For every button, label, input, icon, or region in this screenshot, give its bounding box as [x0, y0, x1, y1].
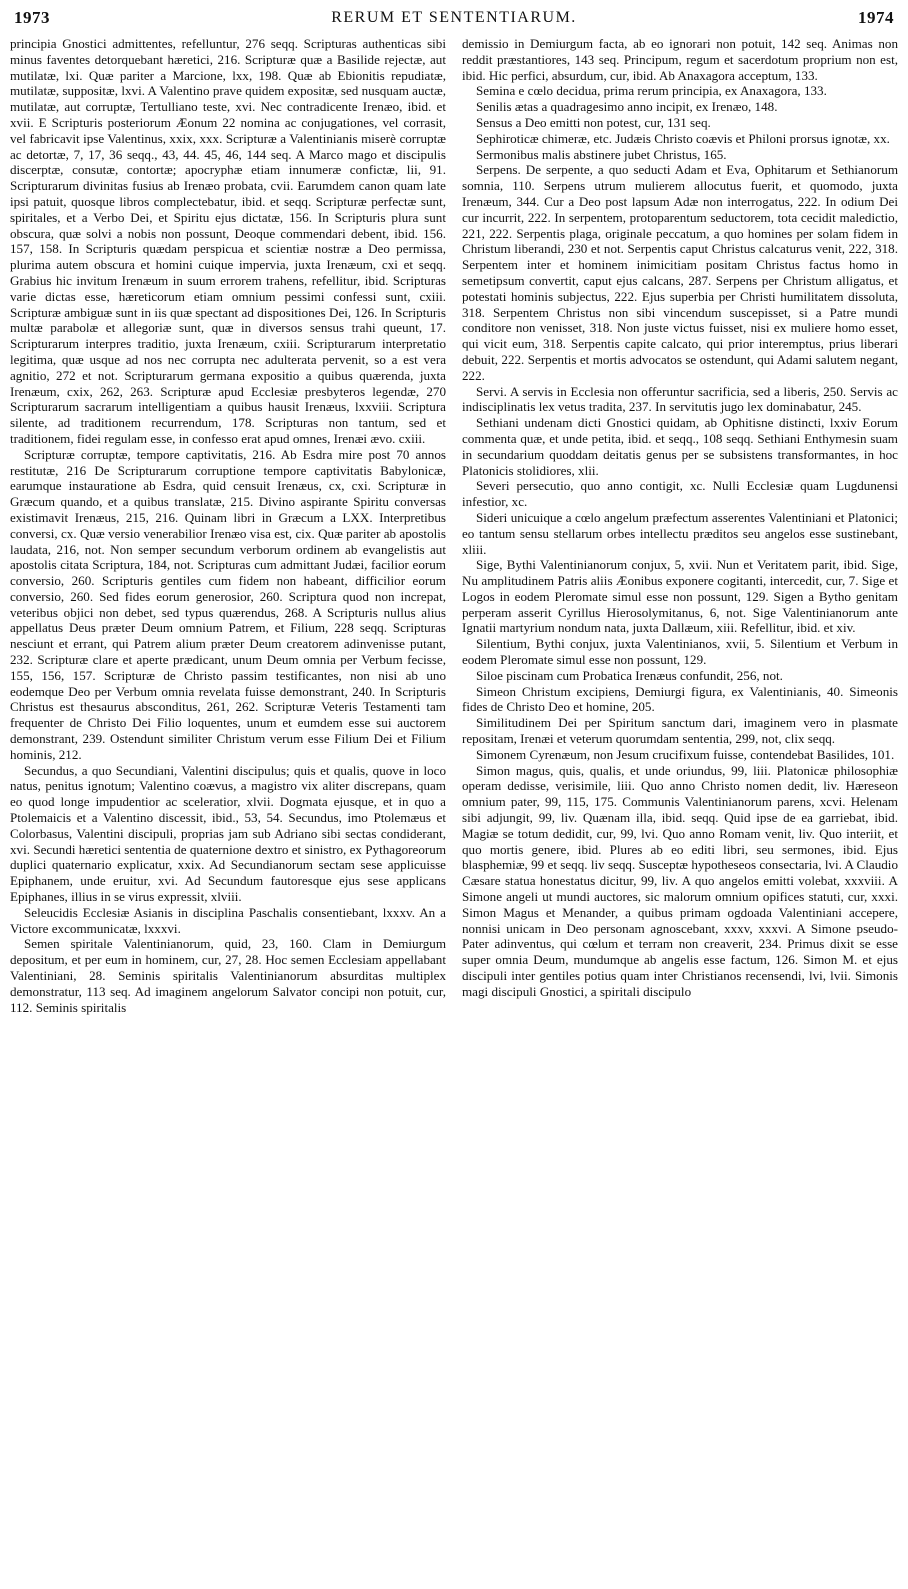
index-entry-sephiroticae: Sephiroticæ chimeræ, etc. Judæis Christo coævis et Philoni prorsus ignotæ, xx. [476, 130, 890, 146]
index-entry-semina: Semina e cœlo decidua, prima rerum principia, ex Anaxagora, 133. [476, 83, 827, 99]
running-title: RERUM ET SENTENTIARUM. [331, 9, 577, 26]
index-entry-semen: Semen spiritale Valentinianorum, quid, 23, 160. Clam in Demiurgum depositum, et per eum in hominem, cur, 27, 28. Hoc semen Ecclesiam appellabant Valentiniani, 28. Seminis spiritalis Valentinianorum absurditas multiplex demonstratur, 113 seq. Ad imaginem angelorum Salvator concipi non potuit, cur, 112. Seminis spiritalis [10, 936, 446, 1015]
left-column [10, 36, 446, 1576]
index-entry-simonem: Simonem Cyrenæum, non Jesum crucifixum fuisse, contendebat Basilides, 101. [476, 746, 895, 762]
index-entry-silentium: Silentium, Bythi conjux, juxta Valentinianos, xvii, 5. Silentium et Verbum in eodem Pleromate simul esse non possunt, 129. [462, 636, 898, 668]
index-entry-similitudinem: Similitudinem Dei per Spiritum sanctum dari, imaginem vero in plasmate repositam, Irenæi et veterum quorumdam sententia, 299, not, clix seqq. [462, 715, 898, 747]
index-entry-serpens: Serpens. De serpente, a quo seducti Adam et Eva, Ophitarum et Sethianorum somnia, 110. Serpens utrum mulierem allocutus fuerit, et quomodo, juxta Irenæum, 344. Cur a Deo post lapsum Adæ non interrogatus, 222. In odium Dei cur incurrit, 222. In serpentem, protoparentum seductorem, tota cecidit maledictio, 221, 222. Serpentis plaga, originale peccatum, a quo homines per solam fidem in Christum liberandi, 230 et not. Serpentis caput Christus calcaturus venit, 222, 318. Serpentem inter et hominem inimicitiam positam Christus factus homo in semetipsum convertit, caput ejus calcans, 287. Serpens per Christum alligatus, et potestati hominis subjectus, 222. Ejus superbia per Christi humilitatem dissoluta, 318. Serpentem Christus non sibi vincendum suscepisset, si a Patre mundi conditore non venisset, 318. Non juste victus fuisset, nisi ex muliere homo esset, qui vicit eum, 318. Serpentis capite calcato, qui prior interemptus, prius liberari debuit, 222. Serpentis et mortis advocatos se ostendunt, qui Adami salutem negant, 222. [462, 162, 898, 383]
index-entry-sideri: Sideri unicuique a cœlo angelum præfectum asserentes Valentiniani et Platonici; eo tantum sensu stellarum orbes intellectu præditos seu angelos esse sustinebant, xliii. [462, 509, 898, 557]
index-entry-sige: Sige, Bythi Valentinianorum conjux, 5, xvii. Nun et Veritatem parit, ibid. Sige, Nu amplitudinem Patris aliis Æonibus exponere cogitanti, intercedit, cur, 7. Sige et Logos in eodem Pleromate simul esse non possunt, 129. Sigen a Bytho genitam perperam asserit Cyrillus Hierosolymitanus, 6, not. Sige Valentinianorum ante Ignatii martyrium nondum nata, juxta Dallæum, xiii. Refellitur, ibid. et xiv. [462, 557, 898, 636]
index-entry-simon-magus: Simon magus, quis, qualis, et unde oriundus, 99, liii. Platonicæ philosophiæ operam dedisse, verisimile, liii. Quo anno Christo nomen dedit, liv. Hæreseon omnium pater, 99, 115, 175. Communis Valentinianorum parens, xcvi. Helenam sibi adjungit, 99, liv. Quænam illa, ibid. seqq. Quid ipse de ea garriebat, ibid. Magiæ se totum dedidit, cur, 99, lvi. Quo anno Romam venit, liv. Quo interiit, et quo mortis genere, ibid. Plures ab eo editi libri, seu sermones, ibid. Ejus blasphemiæ, 99 et seqq. liv seqq. Susceptæ hypotheseos consectaria, lvi. A Claudio Cæsare statua honestatus dicitur, 99, liv. A quo angelos emitti volebat, xxxviii. A Simone angeli ut mundi auctores, sic malorum omnium opifices statuti, cur, xxxi. Simon Magus et Menander, a quibus primam ogdoada Valentiniani accepere, nonnisi unicam in Deo personam agnoscebant, xxxv, xxxvi. A Simone pseudo-Pater adinventus, qui cœlum et terram non creaverit, 234. Primus dixit se esse super omnia Deum, mundumque ab angelis esse factum, 126. Simon M. et ejus discipuli inter gentiles potius quam inter Christianos recensendi, lvi, lvii. Simonis magi discipuli Gnostici, a spiritali discipulo [462, 762, 898, 999]
index-entry-severi: Severi persecutio, quo anno contigit, xc. Nulli Ecclesiæ quam Lugdunensi infestior, xc. [462, 478, 898, 510]
index-entry-scripturae-cont: principia Gnostici admittentes, refelluntur, 276 seqq. Scripturas authenticas sibi minus faventes detorquebant hæretici, 216. Scripturæ quæ a Basilide rejectæ, aut mutilatæ, lxi. Quæ pariter a Marcione, lxx, 198. Quæ ab Ebionitis repudiatæ, mutilatæ, suppositæ, lxvi. A Valentino prave quidem expositæ, sed nusquam auctæ, mutilatæ, aut corruptæ, Tertulliano teste, xvi. Nec contradicente Irenæo, ibid. et xvii. E Scripturis posteriorum Æonum 22 nomina ac conjugationes, vel corrasit, vel fabricavit ipse Valentinus, xxix, xxx. Scripturæ a Valentinianis miserè corruptæ ac detortæ, 7, 17, 36 seqq., 43, 44. 45, 46, 144 seq. A Marco mago et discipulis discerptæ, consutæ, contortæ; apocryphæ etiam innumeræ confictæ, lii, 91. Scripturarum divinitas fusius ab Irenæo probata, cvii. Earumdem canon quam late ipsi patuit, quosque libros complectebatur, ibid. et seqq. Scripturæ perfectæ sunt, spiritales, et a Verbo Dei, et Spiritu ejus dictatæ, 156. In Scripturis plura sunt obscura, quæ solvi a nobis non possunt, Deoque commendari debent, ibid. 156. 157, 158. In Scripturis quædam perspicua et scientiæ nostræ a Deo permissa, plurima autem obscura et homini cuique impervia, juxta Irenæum, cxi et seqq. Grabius hic invitum Irenæum in suum errorem trahens, refellitur, ibid. Scripturas varie dictas esse, hæreticorum etiam omnium pessimi confessi sunt, cxiii. Scripturæ ambiguæ sunt in iis quæ spectant ad dispositiones Dei, 126. In Scripturis multæ parabolæ et allegoriæ sunt, quæ in diversos sensus trahi queunt, 17. Scripturarum interpres traditio, juxta Irenæum, cxiii. Scripturarum interpretatio legitima, quæ usque ad nos nec corrupta nec adulterata pervenit, so a est vera agnitio, 272 et not. Scripturarum germana expositio a quibus quærenda, juxta Irenæum, cxix, 262, 263. Scripturæ apud Ecclesiæ presbyteros legendæ, 270 Scripturarum sacrarum intelligentiam a quibus hausit Irenæus, lxxviii. Scriptura silente, ad traditionem recurrendum, 178. Scripturas non tantum, sed et traditionem, fidei regulam esse, in confesso erat apud omnes, Irenæi ævo. cxiii. [10, 36, 446, 446]
index-entry-semen-cont: demissio in Demiurgum facta, ab eo ignorari non potuit, 142 seq. Animas non reddit præstantiores, 143 seq. Principum, regum et sacerdotum proprium non est, ibid. Hic perfici, absurdum, cur, ibid. Ab Anaxagora acceptum, 133. [462, 36, 898, 83]
page-number-right: 1974 [858, 8, 894, 27]
index-entry-simeon: Simeon Christum excipiens, Demiurgi figura, ex Valentinianis, 40. Simeonis fides de Christo Deo et homine, 205. [462, 683, 898, 715]
index-entry-secundus: Secundus, a quo Secundiani, Valentini discipulus; quis et qualis, quove in loco natus, penitus ignotum; Valentino coævus, a magistro vix aliter discrepans, quam eo quod longe impudentior ac sceleratior, xlvii. Dogmata ejusque, et in quo a Ptolemaicis et a Valentino discessit, ibid., 53, 54. Secundus, imo Ptolemæus et Colorbasus, Valentini discipuli, proprias jam sub Adriano sibi sectas condiderant, xvi. Secundi hæretici sententia de quaternione dextro et sinistro, ex Pythagoreorum duplici quaternario explicatur, xxix. Ad Secundianorum sectam sese applicuisse Epiphanem, unde eruitur, xvi. Ad Secundum fautoresque ejus sese applicans Epiphanes, illius in se virus expressit, xlviii. [10, 762, 446, 905]
index-entry-siloe: Siloe piscinam cum Probatica Irenæus confundit, 256, not. [476, 667, 783, 683]
page-number-left: 1973 [14, 8, 50, 27]
index-entry-sermonibus: Sermonibus malis abstinere jubet Christus, 165. [476, 146, 727, 162]
index-entry-servi: Servi. A servis in Ecclesia non offeruntur sacrificia, sed a liberis, 250. Servis ac indisciplinatis lex vetus tradita, 237. In servitutis jugo lex dominabatur, 245. [462, 383, 898, 415]
index-entry-scripturae-corruptae: Scripturæ corruptæ, tempore captivitatis, 216. Ab Esdra mire post 70 annos restitutæ, 216 De Scripturarum corruptione tempore captivitatis Babylonicæ, earumque instauratione ab Esdra, quid censuit Irenæus, cx, cxi. Scripturæ in Græcum quando, et a quibus translatæ, 215. Divino aspirante Spiritu conversas existimavit Irenæus, 215, 216. Quinam libri in Græcum a LXX. Interpretibus conversi, cx. Quæ versio venerabilior Irenæo visa est, cix. Quæ pariter ab apostolis laudata, 216, not. Non semper secundum verborum ordinem ab evangelistis aut apostolis citata Scriptura, 184, not. Scripturas cum admittant Judæi, facilior eorum conversio, 260. Scripturis gentiles cum fidem non habeant, difficilior eorum conversio, 260. Sed fides eorum generosior, 260. Scriptura quod non increpat, veteribus objici non debet, sed typus quærendus, 268. A Scripturis nullus alius appellatus Deus præter Deum omnium Patrem, et Filium, 228 seqq. Scripturas nesciunt et errant, qui Patrem alium præter Deum creatorem adinvenisse putant, 232. Scripturæ clare et aperte prædicant, unum Deum omnia per Verbum fecisse, 155, 156, 157. Scripturæ de Christo passim testificantes, non nisi ab uno eodemque Deo per Verbum omnia revelata fuisse demonstrant, 240. In Scripturis Christus est thesaurus absconditus, 261, 262. Scripturæ Veteris Testamenti tam frequenter de Christo Dei Filio loquentes, unum et eumdem esse sui auctorem demonstrant, 239. Ostendunt similiter Christum verum esse Filium Dei et Filium hominis, 212. [10, 446, 446, 762]
page-header [14, 8, 894, 30]
index-entry-sethiani: Sethiani undenam dicti Gnostici quidam, ab Ophitisne distincti, lxxiv Eorum commenta quæ, et unde petita, ibid. et seqq., 108 seqq. Sethiani Enthymesin suam in secundarium quoddam deitatis genus per se subsistens transformantes, in hoc Platonicis stolidiores, xlii. [462, 415, 898, 478]
right-column [462, 36, 898, 1576]
index-entry-sensus: Sensus a Deo emitti non potest, cur, 131 seq. [476, 114, 711, 130]
index-entry-senilis: Senilis ætas a quadragesimo anno incipit, ex Irenæo, 148. [476, 99, 778, 115]
index-entry-seleucidis: Seleucidis Ecclesiæ Asianis in disciplina Paschalis consentiebant, lxxxv. An a Victore excommunicatæ, lxxxvi. [10, 904, 446, 936]
